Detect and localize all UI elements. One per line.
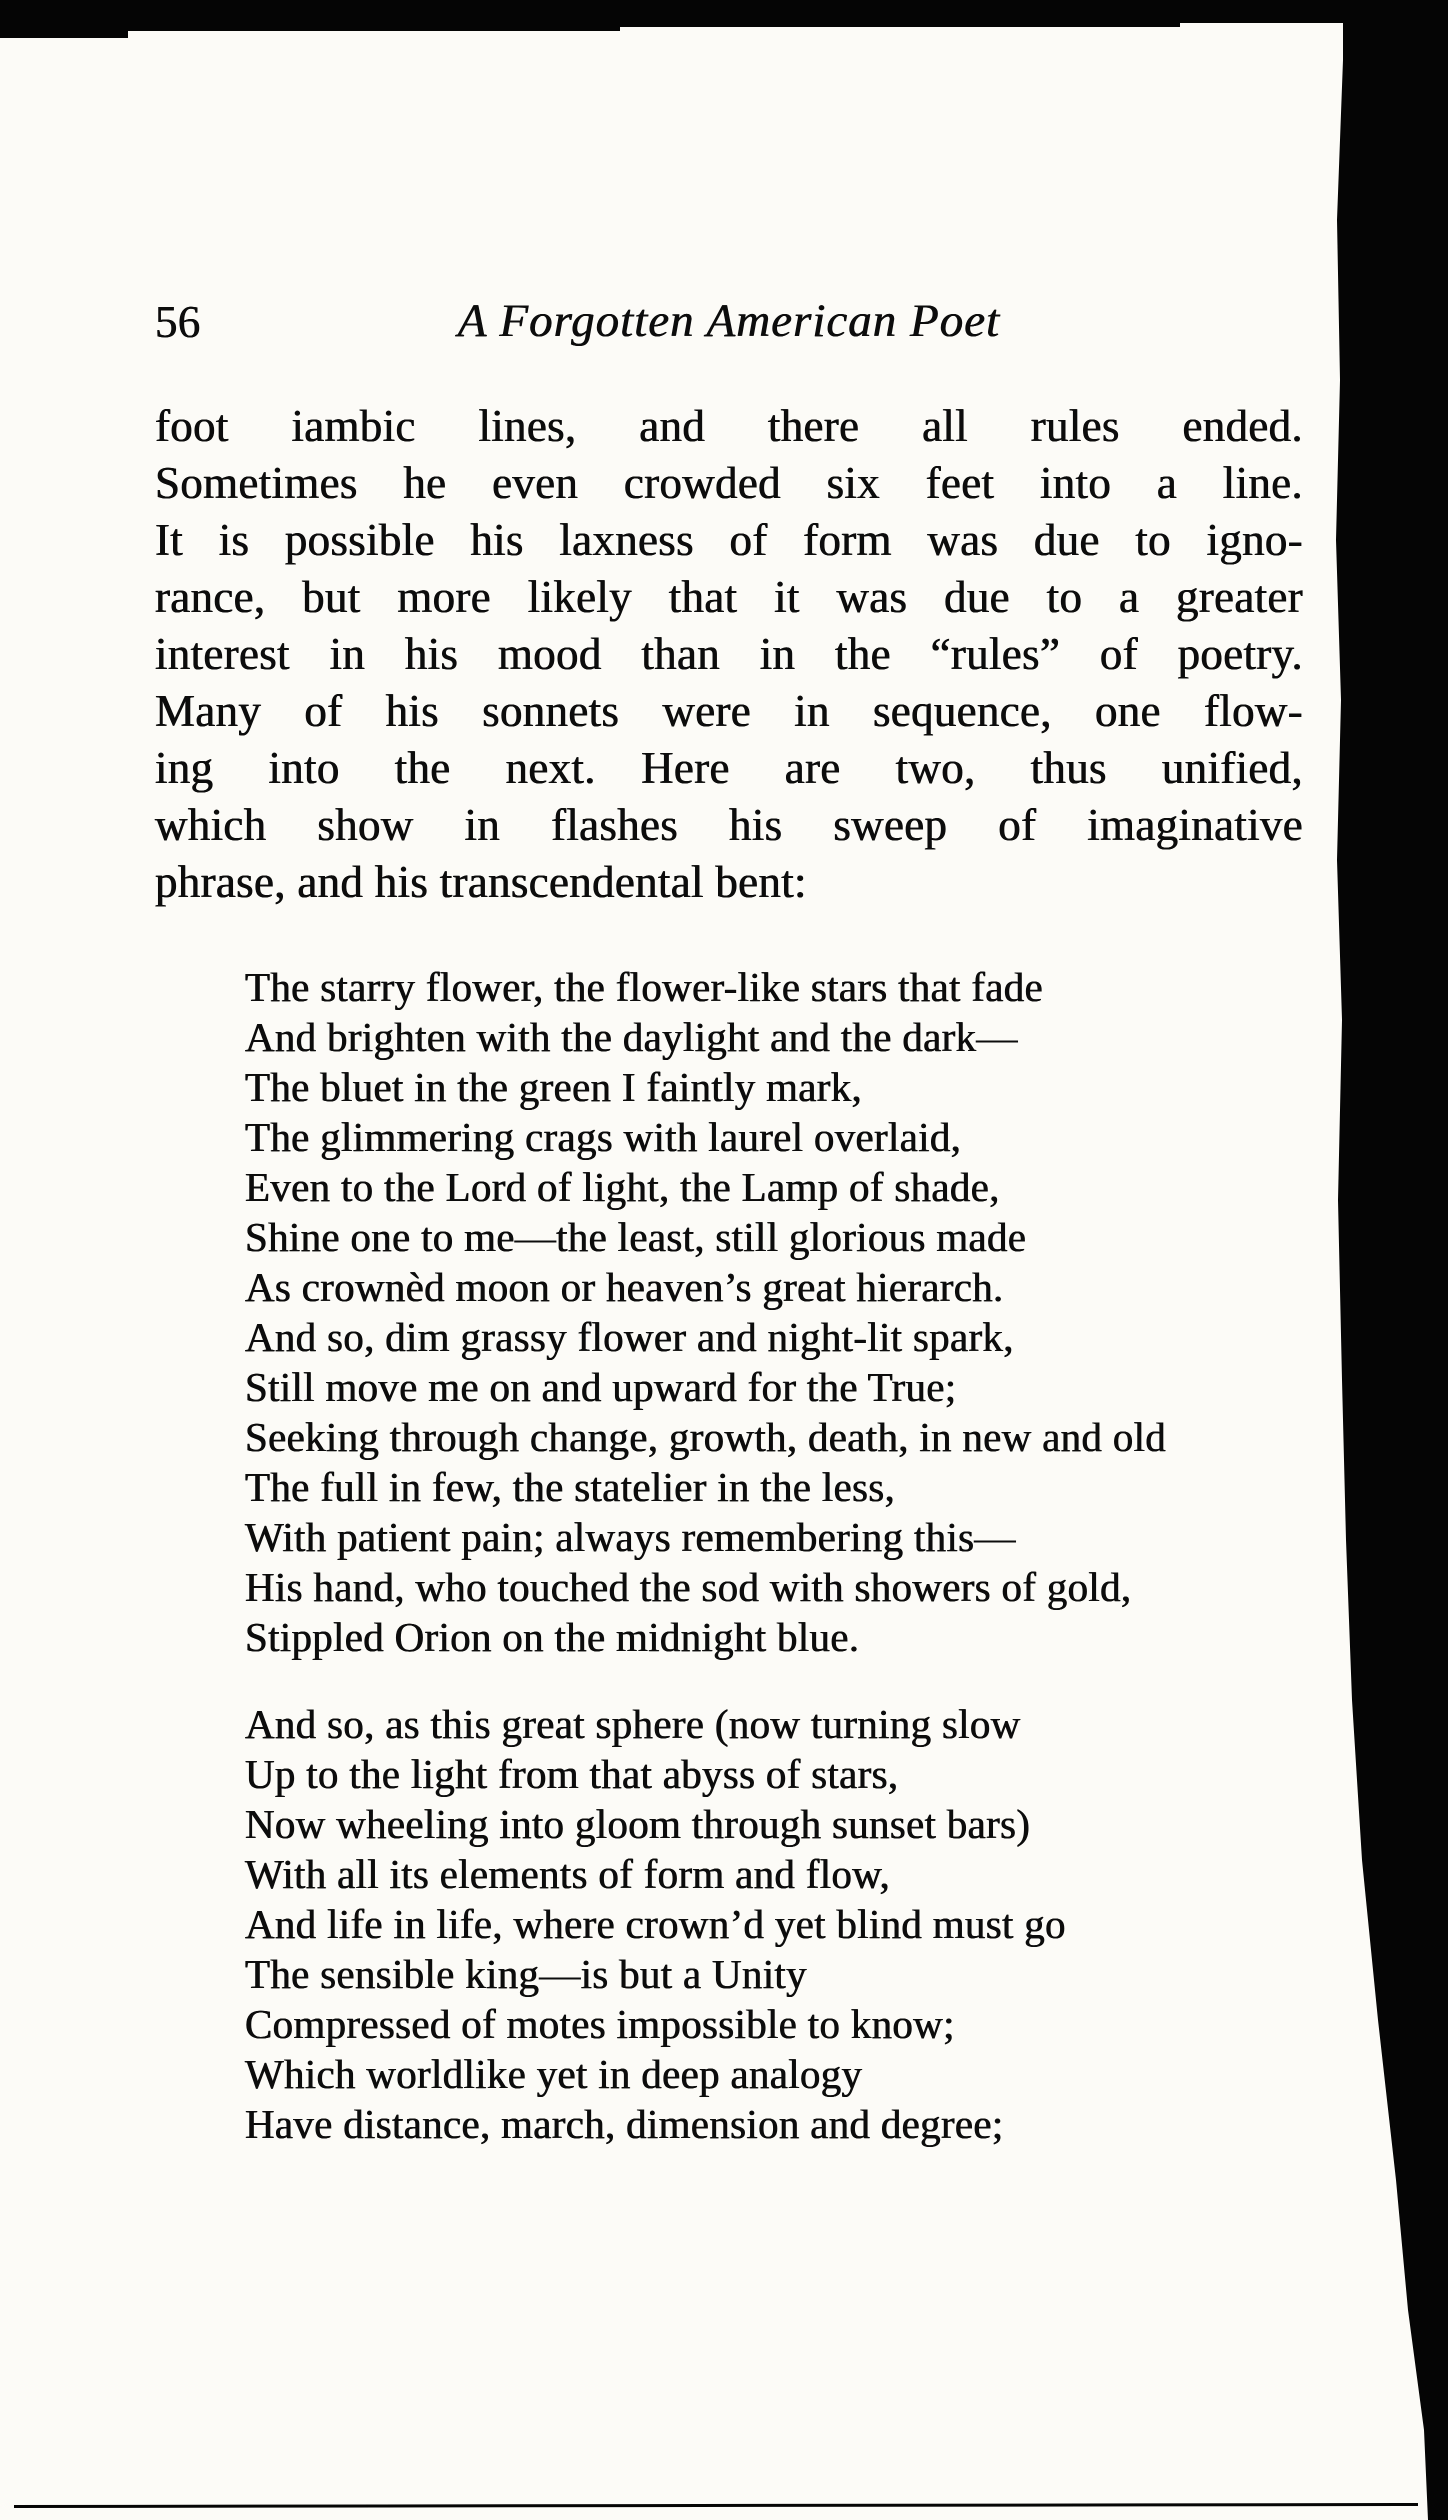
poem-first bbox=[245, 962, 1315, 1662]
scan-artifact-top-bar-mid bbox=[90, 0, 620, 31]
poem-line: The full in few, the statelier in the less, bbox=[245, 1464, 896, 1510]
body-line: rance, but more likely that it was due to a greater bbox=[155, 572, 1303, 622]
poem-line: Now wheeling into gloom through sunset bars) bbox=[245, 1801, 1031, 1847]
page-header bbox=[155, 294, 1303, 354]
poem-line: The sensible king—is but a Unity bbox=[245, 1951, 807, 1997]
poem-line: Still move me on and upward for the True; bbox=[245, 1364, 957, 1410]
running-header: A Forgotten American Poet bbox=[457, 295, 1001, 347]
poem-line: With patient pain; always remembering this— bbox=[245, 1514, 1016, 1560]
poem-line: And so, as this great sphere (now turning slow bbox=[245, 1701, 1021, 1747]
poem-line: Up to the light from that abyss of stars, bbox=[245, 1751, 899, 1797]
scan-artifact-top-bar-mid2 bbox=[600, 0, 1180, 27]
poem-line: Compressed of motes impossible to know; bbox=[245, 2001, 955, 2047]
poem-line: And life in life, where crown’d yet blind must go bbox=[245, 1901, 1066, 1947]
body-line: ing into the next. Here are two, thus unified, bbox=[155, 743, 1303, 793]
body-line: foot iambic lines, and there all rules ended. bbox=[155, 401, 1303, 451]
body-line: Many of his sonnets were in sequence, one flow- bbox=[155, 686, 1303, 736]
poem-line: And so, dim grassy flower and night-lit spark, bbox=[245, 1314, 1014, 1360]
body-line: Sometimes he even crowded six feet into a line. bbox=[155, 458, 1303, 508]
page-number: 56 bbox=[155, 297, 201, 347]
poem-line: As crownèd moon or heaven’s great hierarch. bbox=[245, 1264, 1004, 1310]
poem-line: The bluet in the green I faintly mark, bbox=[245, 1064, 863, 1110]
body-line: It is possible his laxness of form was due to igno- bbox=[155, 515, 1303, 565]
body-line: phrase, and his transcendental bent: bbox=[155, 857, 807, 907]
poem-line: Even to the Lord of light, the Lamp of shade, bbox=[245, 1164, 1000, 1210]
poem-line: His hand, who touched the sod with showers of gold, bbox=[245, 1564, 1132, 1610]
body-paragraph bbox=[155, 398, 1303, 911]
scan-artifact-bottom-line bbox=[14, 2503, 1418, 2508]
poem-line: The glimmering crags with laurel overlaid, bbox=[245, 1114, 962, 1160]
poem-line: Have distance, march, dimension and degree; bbox=[245, 2101, 1004, 2147]
poem-line: The starry flower, the flower-like stars that fade bbox=[245, 964, 1044, 1010]
poem-line: With all its elements of form and flow, bbox=[245, 1851, 891, 1897]
poem-line: Shine one to me—the least, still glorious made bbox=[245, 1214, 1027, 1260]
poem-line: And brighten with the daylight and the dark— bbox=[245, 1014, 1018, 1060]
poem-line: Stippled Orion on the midnight blue. bbox=[245, 1614, 860, 1660]
body-line: which show in flashes his sweep of imaginative bbox=[155, 800, 1303, 850]
body-line: interest in his mood than in the “rules” of poetry. bbox=[155, 629, 1303, 679]
poem-second bbox=[245, 1699, 1315, 2149]
poem-line: Seeking through change, growth, death, in new and old bbox=[245, 1414, 1167, 1460]
poem-line: Which worldlike yet in deep analogy bbox=[245, 2051, 863, 2097]
